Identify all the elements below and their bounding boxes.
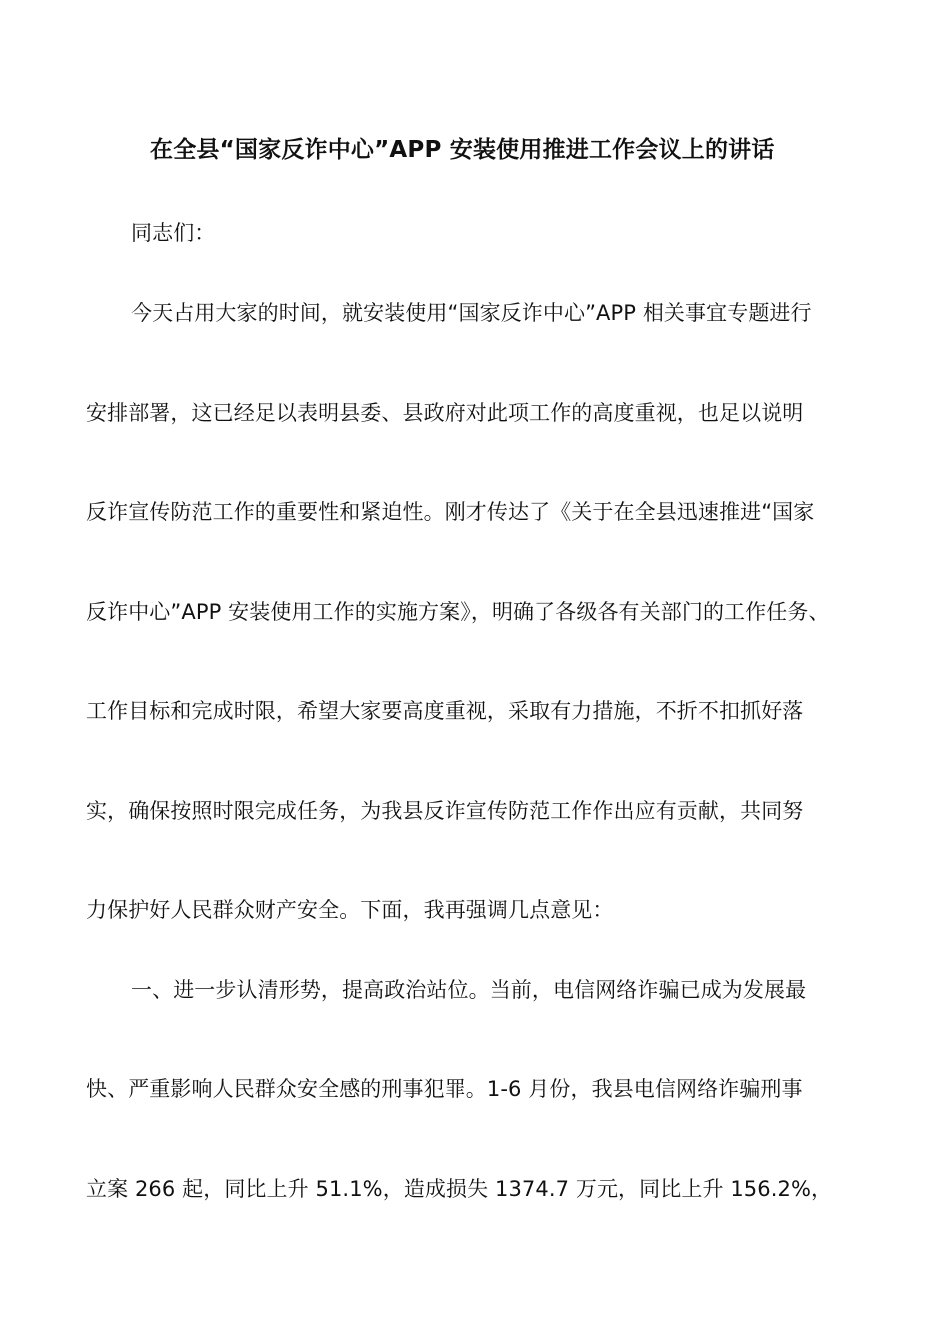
paragraph-line: 力保护好人民群众财产安全。下面，我再强调几点意见： bbox=[86, 898, 614, 922]
paragraph-line: 今天占用大家的时间，就安装使用“国家反诈中心”APP 相关事宜专题进行 bbox=[131, 301, 812, 325]
paragraph-line: 反诈中心”APP 安装使用工作的实施方案》，明确了各级各有关部门的工作任务、 bbox=[86, 600, 830, 624]
paragraph-line: 一、进一步认清形势，提高政治站位。当前，电信网络诈骗已成为发展最 bbox=[131, 978, 807, 1002]
paragraph-line: 安排部署，这已经足以表明县委、县政府对此项工作的高度重视，也足以说明 bbox=[86, 401, 804, 425]
salutation: 同志们： bbox=[131, 221, 216, 245]
paragraph-line: 立案 266 起，同比上升 51.1%，造成损失 1374.7 万元，同比上升 156.2%， bbox=[86, 1177, 833, 1201]
paragraph-line: 反诈宣传防范工作的重要性和紧迫性。刚才传达了《关于在全县迅速推进“国家 bbox=[86, 500, 815, 524]
paragraph-line: 工作目标和完成时限，希望大家要高度重视，采取有力措施，不折不扣抓好落 bbox=[86, 699, 804, 723]
document-title: 在全县“国家反诈中心”APP 安装使用推进工作会议上的讲话 bbox=[150, 137, 775, 163]
paragraph-line: 快、严重影响人民群众安全感的刑事犯罪。1-6 月份，我县电信网络诈骗刑事 bbox=[86, 1077, 803, 1101]
paragraph-line: 实，确保按照时限完成任务，为我县反诈宣传防范工作作出应有贡献，共同努 bbox=[86, 799, 804, 823]
